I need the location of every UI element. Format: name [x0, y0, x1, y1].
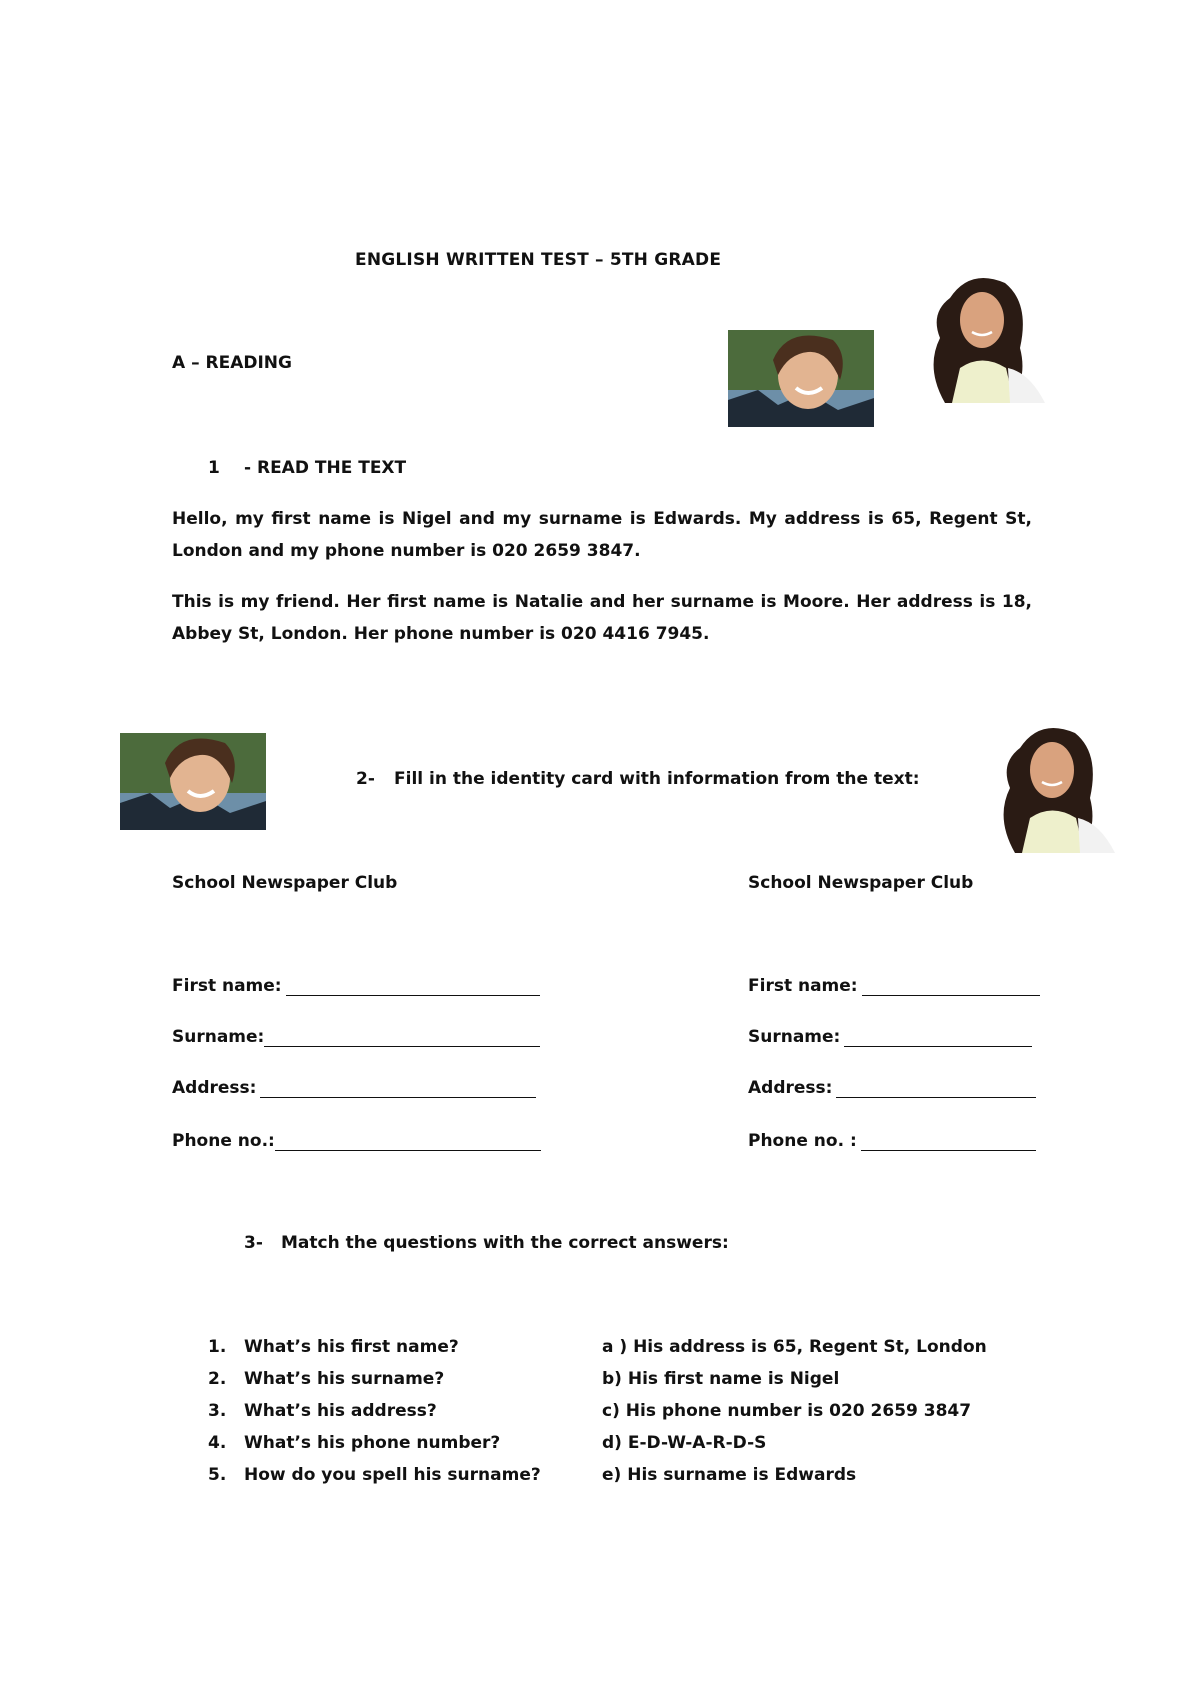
- address-label: Address:: [748, 1078, 833, 1098]
- question-list: [208, 1331, 541, 1491]
- phone-blank[interactable]: [861, 1132, 1036, 1151]
- answer-item: e) His surname is Edwards: [602, 1465, 857, 1485]
- question-item: [208, 1427, 541, 1459]
- question-item: [208, 1395, 541, 1427]
- first-name-label: First name:: [748, 976, 858, 996]
- step-1-label: - READ THE TEXT: [244, 458, 407, 478]
- page-title: ENGLISH WRITTEN TEST – 5TH GRADE: [355, 250, 722, 270]
- surname-label: Surname:: [172, 1027, 265, 1047]
- right-card-phone[interactable]: [748, 1131, 1036, 1151]
- first-name-blank[interactable]: [862, 977, 1040, 996]
- question-text: What’s his first name?: [244, 1337, 459, 1357]
- step-2-label: Fill in the identity card with information from the text:: [394, 769, 920, 789]
- question-number: 1.: [208, 1337, 227, 1357]
- surname-blank[interactable]: [264, 1028, 540, 1047]
- left-card-club: School Newspaper Club: [172, 873, 398, 893]
- left-card-surname[interactable]: [172, 1027, 540, 1047]
- address-blank[interactable]: [836, 1079, 1036, 1098]
- left-card-phone[interactable]: [172, 1131, 541, 1151]
- phone-blank[interactable]: [275, 1132, 541, 1151]
- answer-item: c) His phone number is 020 2659 3847: [602, 1401, 972, 1421]
- question-item: [208, 1363, 541, 1395]
- first-name-blank[interactable]: [286, 977, 540, 996]
- step-3-label: Match the questions with the correct answers:: [281, 1233, 729, 1253]
- boy-portrait-icon: [728, 330, 874, 427]
- answer-item: a ) His address is 65, Regent St, London: [602, 1337, 987, 1357]
- step-2-number: 2-: [356, 769, 375, 789]
- boy-portrait-icon: [120, 733, 266, 830]
- section-heading-reading: A – READING: [172, 353, 292, 373]
- question-number: 3.: [208, 1401, 227, 1421]
- question-text: What’s his surname?: [244, 1369, 445, 1389]
- surname-label: Surname:: [748, 1027, 841, 1047]
- right-card-club: School Newspaper Club: [748, 873, 974, 893]
- right-card-surname[interactable]: [748, 1027, 1032, 1047]
- answer-item: d) E-D-W-A-R-D-S: [602, 1433, 767, 1453]
- surname-blank[interactable]: [844, 1028, 1032, 1047]
- phone-label: Phone no.:: [172, 1131, 275, 1151]
- answer-item: b) His first name is Nigel: [602, 1369, 840, 1389]
- right-card-first-name[interactable]: [748, 976, 1040, 996]
- left-card-first-name[interactable]: [172, 976, 540, 996]
- first-name-label: First name:: [172, 976, 282, 996]
- question-number: 2.: [208, 1369, 227, 1389]
- right-card-address[interactable]: [748, 1078, 1036, 1098]
- boy-photo-small: [120, 733, 266, 830]
- address-blank[interactable]: [260, 1079, 536, 1098]
- question-text: What’s his phone number?: [244, 1433, 501, 1453]
- question-number: 5.: [208, 1465, 227, 1485]
- reading-paragraph-2: This is my friend. Her first name is Natalie and her surname is Moore. Her address is 18, Abbey St, London. Her phone number is 020 4416 7945.: [172, 592, 1032, 644]
- address-label: Address:: [172, 1078, 257, 1098]
- left-card-address[interactable]: [172, 1078, 536, 1098]
- girl-portrait-icon: [910, 268, 1050, 403]
- step-3-number: 3-: [244, 1233, 263, 1253]
- girl-photo: [910, 268, 1050, 403]
- reading-paragraph-1: Hello, my first name is Nigel and my surname is Edwards. My address is 65, Regent St, London and my phone number is 020 2659 3847.: [172, 509, 1032, 561]
- step-1-number: 1: [208, 458, 220, 478]
- boy-photo: [728, 330, 874, 427]
- answer-list: [602, 1331, 987, 1491]
- question-text: What’s his address?: [244, 1401, 437, 1421]
- girl-photo-small: [980, 718, 1120, 853]
- question-item: [208, 1459, 541, 1491]
- phone-label: Phone no. :: [748, 1131, 857, 1151]
- question-number: 4.: [208, 1433, 227, 1453]
- question-text: How do you spell his surname?: [244, 1465, 541, 1485]
- girl-portrait-icon: [980, 718, 1120, 853]
- question-item: [208, 1331, 541, 1363]
